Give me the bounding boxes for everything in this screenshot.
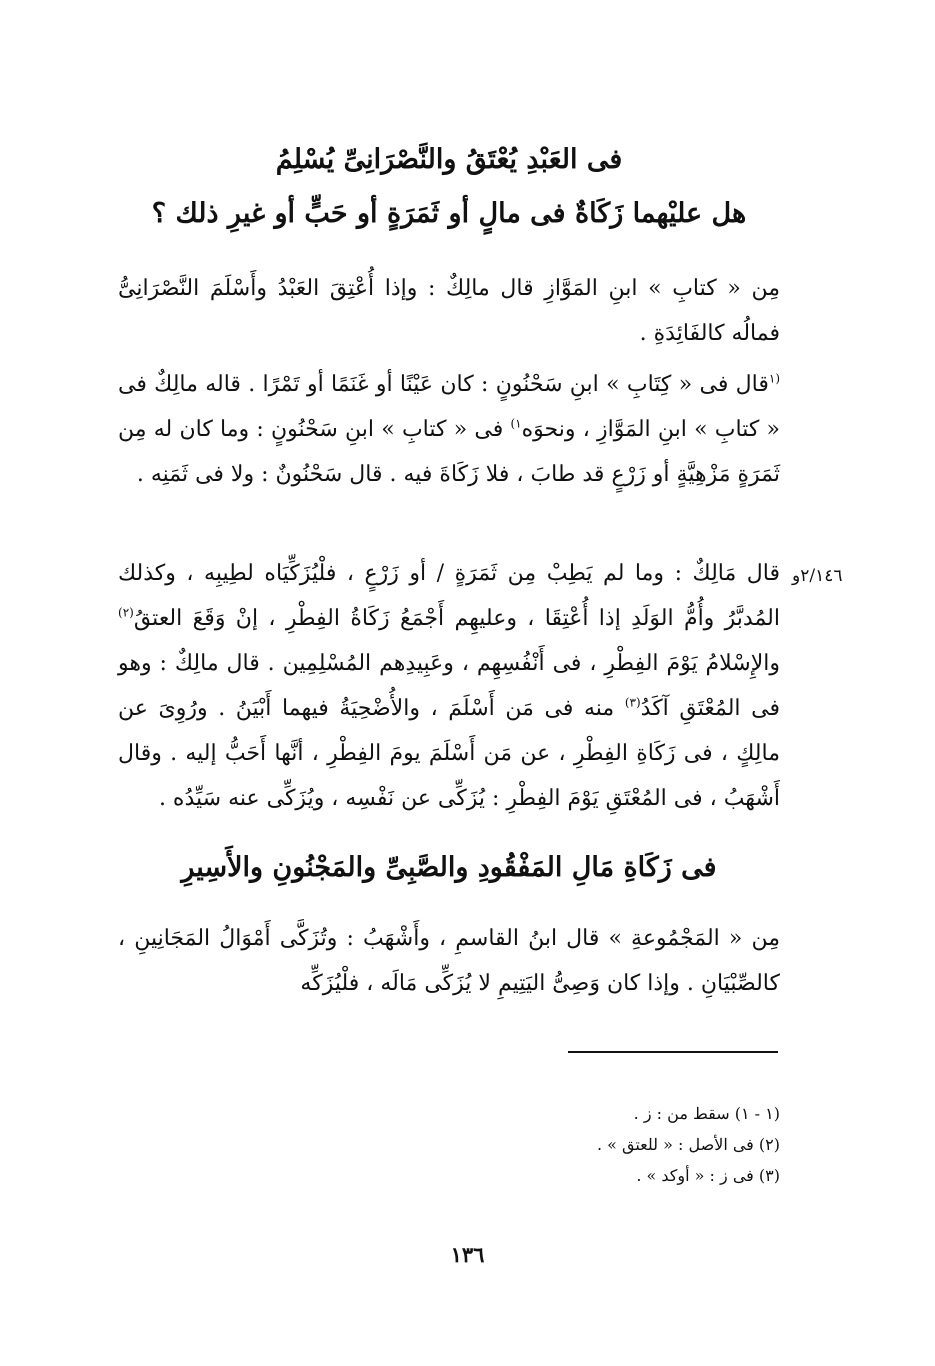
paragraph-3 bbox=[118, 551, 780, 821]
footnote-mark-1-close: ١) bbox=[510, 416, 522, 431]
paragraph-3-part-b: والإِسْلامُ يَوْمَ الفِطْرِ ، فى أَنْفُسِهِم ، وعَبِيدِهم المُسْلِمِين . قال مالِكٌ : وهو فى المُعْتَقِ آكَدُ bbox=[118, 651, 781, 721]
paragraph-2-part-b: فى « كتابِ » ابنِ سَحْنُونٍ : وما كان له مِن ثَمَرَةٍ مَزْهِيَّةٍ أو زَرْعٍ قد طابَ ، فلا زَكَاةَ فيه . قال سَحْنُونٌ : ولا فى ثَمَنِه . bbox=[118, 417, 780, 487]
footnote-separator bbox=[568, 1051, 778, 1053]
section-heading-2: فى زَكَاةِ مَالِ المَفْقُودِ والصَّبِىِّ والمَجْنُونِ والأَسِيرِ bbox=[181, 852, 717, 883]
paragraph-4: مِن « المَجْمُوعةِ » قال ابنُ القاسمِ ، وأَشْهَبُ : وتُزَكَّى أَمْوَالُ المَجَانِينِ ، كالصِّبْيَانِ . وإذا كان وَصِىُّ اليَتِيمِ لا يُزَكِّى مَالَه ، فلْيُزَكِّه bbox=[118, 926, 780, 996]
paragraph-2 bbox=[118, 362, 780, 497]
footnote-2: (٢) فى الأصل : « للعتق » . bbox=[596, 1135, 780, 1154]
footnote-mark-2: (٢) bbox=[118, 605, 134, 620]
footnote-mark-3: (٣) bbox=[624, 695, 641, 710]
page-number: ١٣٦ bbox=[450, 1242, 485, 1267]
footnote-mark-1-open: (١ bbox=[768, 371, 780, 386]
margin-folio-reference: ٢/١٤٦و bbox=[792, 566, 843, 586]
paragraph-2-part-a: قال فى « كِتَابِ » ابنِ سَحْنُونٍ : كان عَيْنًا أو غَنَمًا أو تَمْرًا . قاله مالِكٌ فى « كتابِ » ابنِ المَوَّازِ ، ونحوَه bbox=[118, 372, 780, 442]
paragraph-1: مِن « كتابِ » ابنِ المَوَّازِ قال مالِكٌ : وإذا أُعْتِقَ العَبْدُ وأَسْلَمَ النَّصْرَانِىُّ فمالُه كالفَائِدَةِ . bbox=[118, 276, 780, 346]
footnotes bbox=[400, 1098, 780, 1191]
section-heading-1-line-1: فى العَبْدِ يُعْتَقُ والنَّصْرَانِىِّ يُسْلِمُ bbox=[275, 144, 623, 175]
footnote-1: (١ - ١) سقط من : ز . bbox=[633, 1104, 780, 1123]
section-heading-1-line-2: هل عليْهما زَكَاةٌ فى مالٍ أو ثَمَرَةٍ أو حَبٍّ أو غيرِ ذلك ؟ bbox=[151, 198, 747, 229]
paragraph-3-part-c: منه فى مَن أَسْلَمَ ، والأُضْحِيَةُ فيهما أَبْيَنُ . ورُوِىَ عن مالِكٍ ، فى زَكَاةِ الفِطْرِ ، عن مَن أَسْلَمَ يومَ الفِطْرِ ، أنَّها أَحَبُّ إليه . وقال أَشْهَبُ ، فى المُعْتَقِ يَوْمَ الفِطْرِ : يُزَكِّى عن نَفْسِه ، ويُزَكِّى عنه سَيِّدُه . bbox=[118, 696, 780, 811]
paragraph-3-part-a: قال مَالِكٌ : وما لم يَطِبْ مِن ثَمَرَةٍ / أو زَرْعٍ ، فلْيُزَكِّيَاه لطِيبِه ، وكذلك المُدبَّرُ وأُمُّ الوَلَدِ إذا أُعْتِقَا ، وعليهِم أَجْمَعُ زَكَاةُ الفِطْرِ ، إنْ وَقَعَ العتقُ bbox=[118, 561, 780, 631]
footnote-3: (٣) فى ز : « أوكد » . bbox=[636, 1166, 780, 1185]
